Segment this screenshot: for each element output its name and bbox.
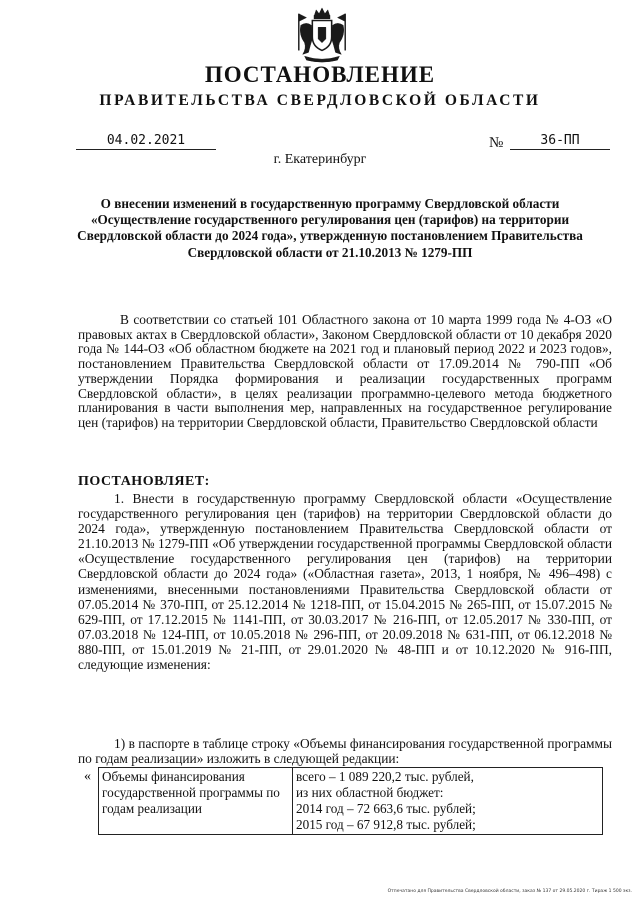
financing-line: всего – 1 089 220,2 тыс. рублей, [296, 769, 474, 784]
issuer-name: ПРАВИТЕЛЬСТВА СВЕРДЛОВСКОЙ ОБЛАСТИ [99, 92, 541, 109]
financing-line: 2015 год – 67 912,8 тыс. рублей; [296, 817, 476, 832]
sub-item-1-paragraph: 1) в паспорте в таблице строку «Объемы финансирования государственной программы по годам реализации» изложить в следующей редакции: [78, 736, 612, 767]
coat-of-arms-emblem [293, 6, 351, 64]
document-title: О внесении изменений в государственную программу Свердловской области «Осуществление государственного регулирования цен (тарифов) на территории Свердловской области до 2024 года», утвержденную постановлением Правительства Свердловской области от 21.10.2013 № 1279-ПП [77, 196, 583, 260]
opening-quote-mark: « [84, 769, 91, 784]
financing-line: 2014 год – 72 663,6 тыс. рублей; [296, 801, 476, 816]
document-number: 36-ПП [510, 133, 610, 150]
resolve-heading: ПОСТАНОВЛЯЕТ: [78, 474, 210, 489]
financing-label-cell: Объемы финансирования государственной программы по годам реализации [99, 768, 293, 835]
item-1-paragraph: 1. Внести в государственную программу Свердловской области «Осуществление государственного регулирования цен (тарифов) на территории Свердловской области до 2024 года», утвержденную постановлением Правительства Свердловской области от 21.10.2013 № 1279-ПП «Об утверждении государственной программы Свердловской области «Осуществление государственного регулирования цен (тарифов) на территории Свердловской области до 2024 года» («Областная газета», 2013, 1 ноября, № 496–498) с изменениями, внесенными постановлениями Правительства Свердловской области от 07.05.2014 № 370-ПП, от 25.12.2014 № 1218-ПП, от 15.04.2015 № 265-ПП, от 15.07.2015 № 629-ПП, от 17.12.2015 № 1141-ПП, от 30.03.2017 № 216-ПП, от 12.05.2017 № 330-ПП, от 07.03.2018 № 124-ПП, от 10.05.2018 № 296-ПП, от 20.09.2018 № 631-ПП, от 06.12.2018 № 880-ПП, от 15.01.2019 № 21-ПП, от 29.01.2020 № 48-ПП и от 10.12.2020 № 916-ПП, следующие изменения: [78, 491, 612, 673]
financing-values-cell [293, 768, 603, 835]
financing-table [98, 767, 603, 835]
document-type: ПОСТАНОВЛЕНИЕ [204, 62, 436, 87]
number-label: № [489, 135, 504, 151]
print-note: Отпечатано для Правительства Свердловской области, заказ № 137 от 29.05.2020 г. Тираж 1 500 экз. [387, 889, 632, 894]
document-city: г. Екатеринбург [273, 152, 367, 167]
financing-line: из них областной бюджет: [296, 785, 444, 800]
preamble-paragraph: В соответствии со статьей 101 Областного закона от 10 марта 1999 года № 4-ОЗ «О правовых актах в Свердловской области», Законом Свердловской области от 10 декабря 2020 года № 144-ОЗ «Об областном бюджете на 2021 год и плановый период 2022 и 2023 годов», постановлением Правительства Свердловской области от 17.09.2014 № 790-ПП «Об утверждении Порядка формирования и реализации государственных программ Свердловской области», в целях реализации программно-целевого метода бюджетного планирования в части выполнения мер, направленных на государственное регулирование цен (тарифов) на территории Свердловской области, Правительство Свердловской области [78, 312, 612, 430]
document-date: 04.02.2021 [76, 133, 216, 150]
table-row [99, 768, 603, 835]
